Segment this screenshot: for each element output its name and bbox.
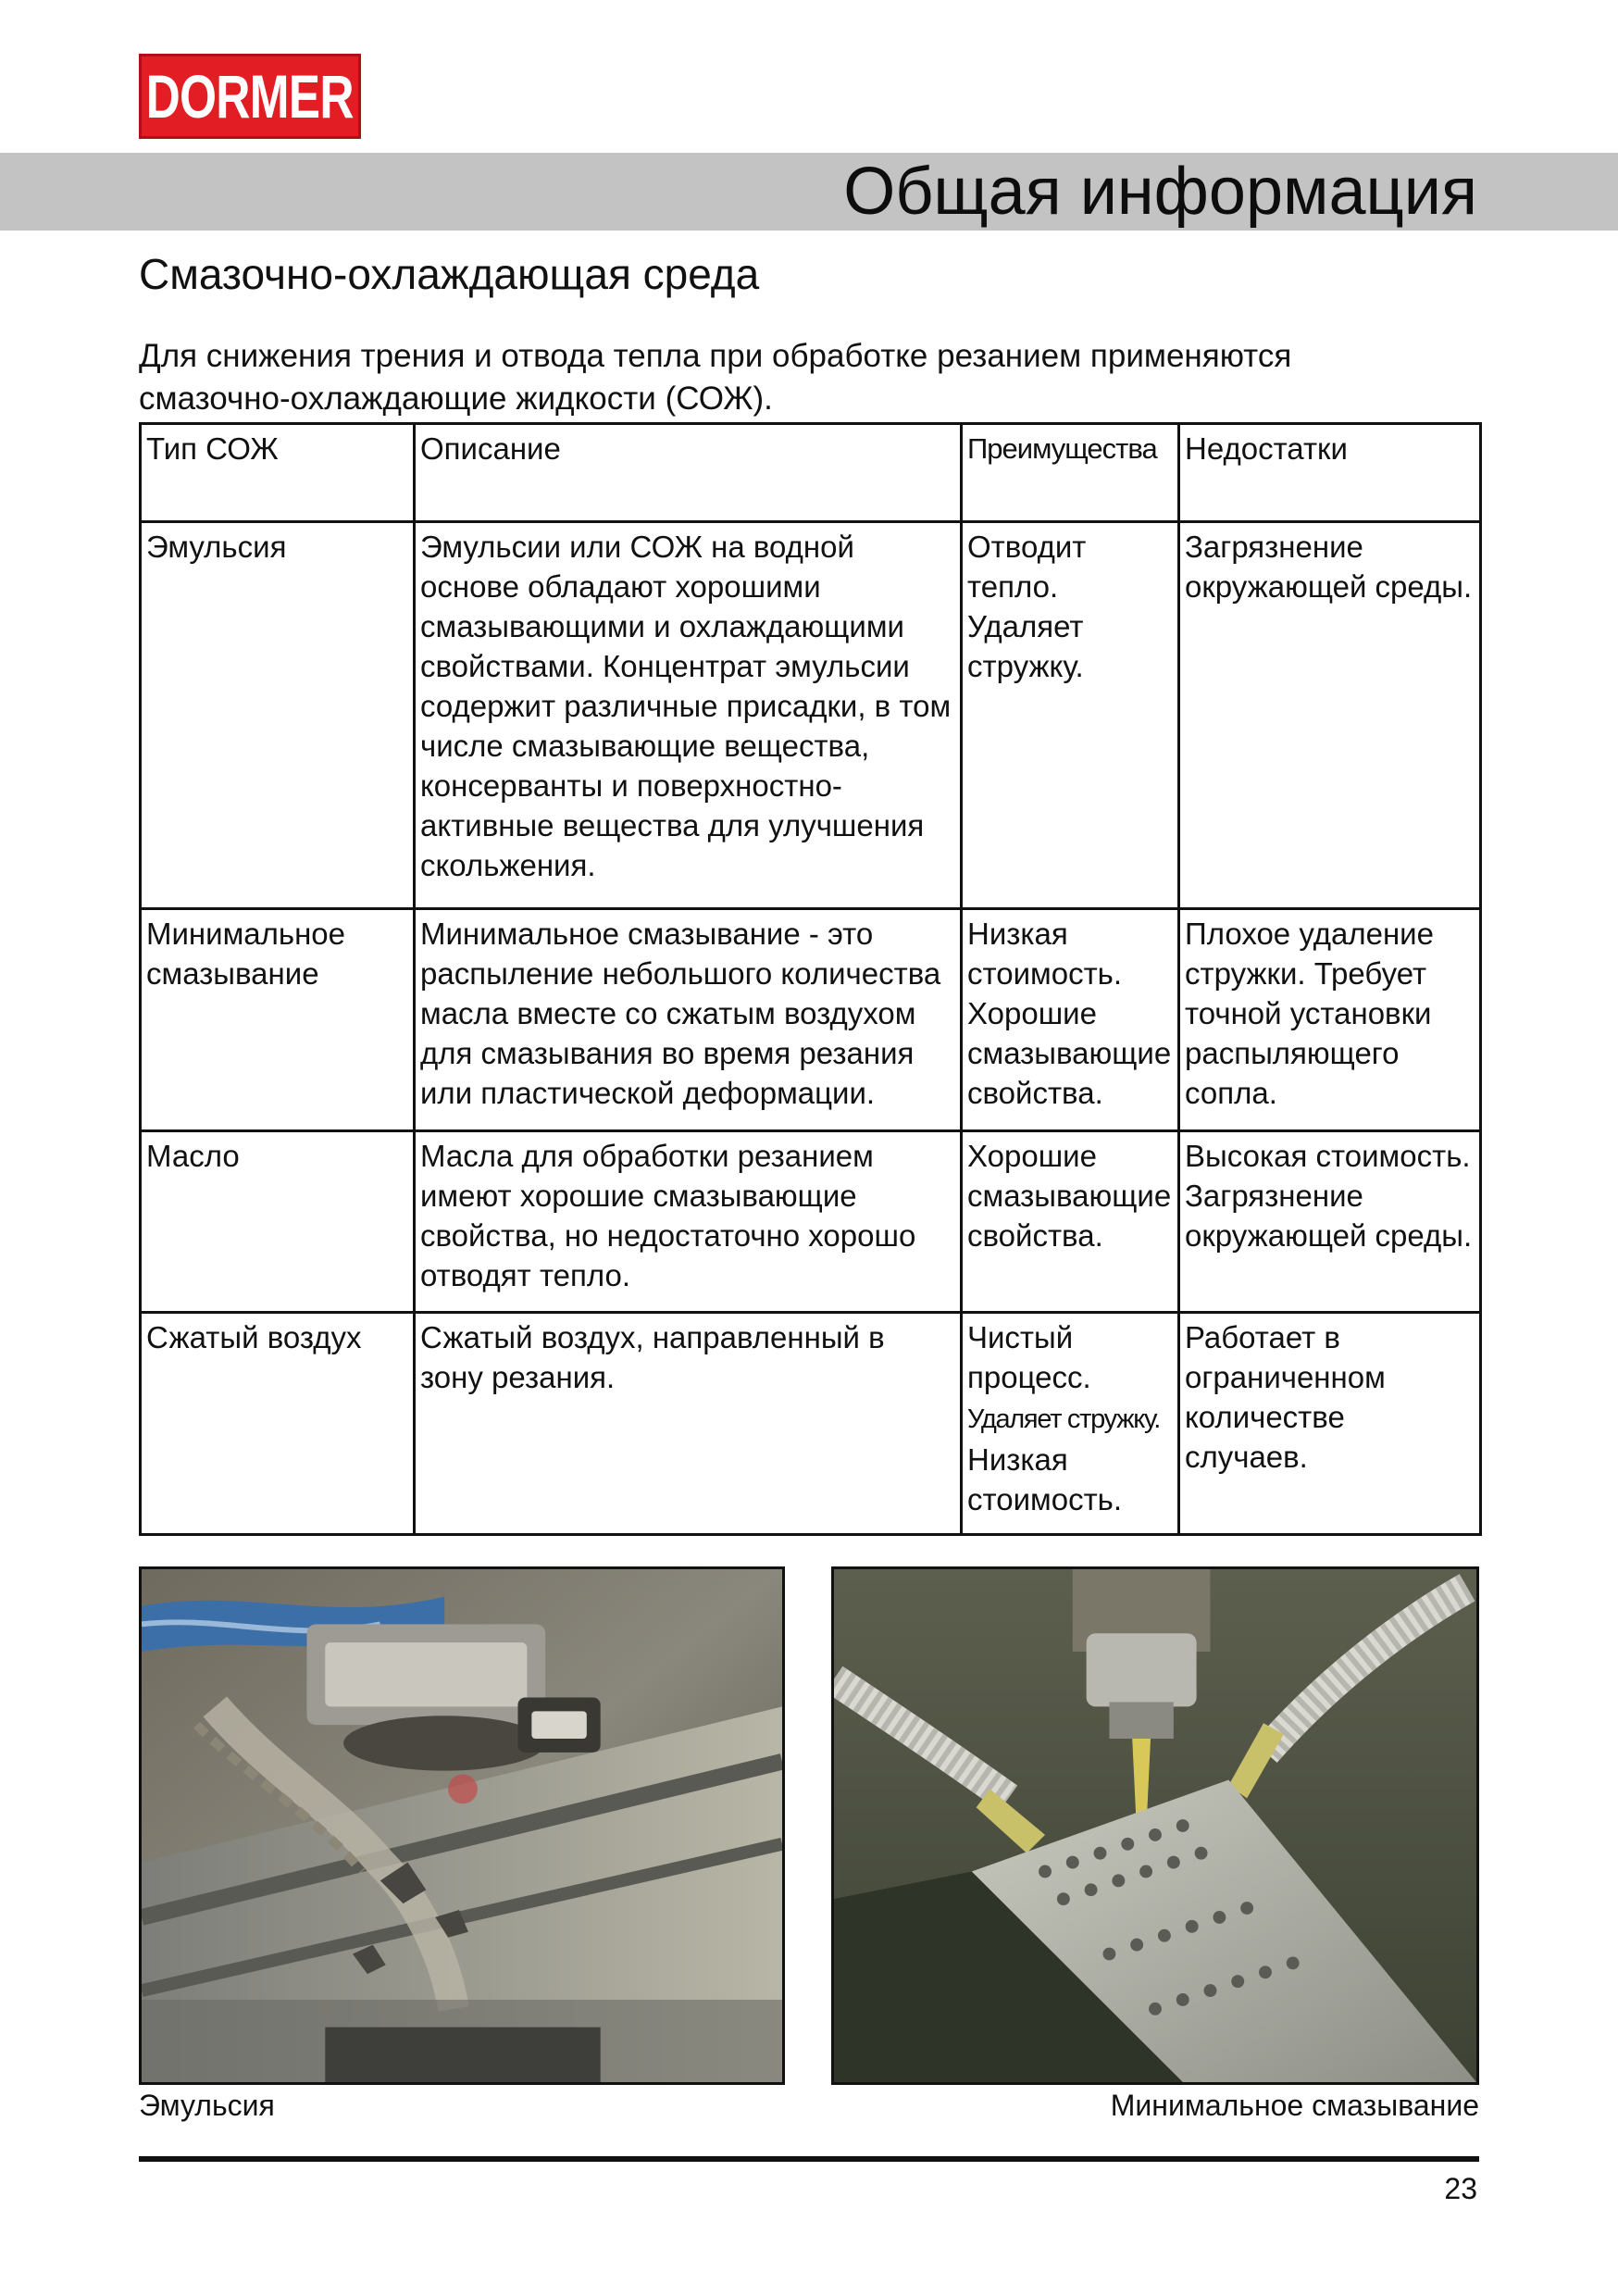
- row-description: Сжатый воздух, направленный в зону резания.: [415, 1313, 962, 1535]
- intro-line-1: Для снижения трения и отвода тепла при обработке резанием применяются: [139, 338, 1292, 374]
- section-title: Смазочно-охлаждающая среда: [139, 250, 760, 298]
- dormer-logo: [139, 54, 361, 139]
- minimal-lubrication-photo-illustration: [834, 1569, 1476, 2082]
- advantage-item: Низкая стоимость.: [967, 917, 1123, 991]
- row-disadvantages: Загрязнение окружающей среды.: [1179, 522, 1481, 909]
- emulsion-caption: Эмульсия: [139, 2089, 275, 2122]
- row-disadvantages: Плохое удаление стружки. Требует точной установки распыляющего сопла.: [1179, 909, 1481, 1131]
- row-description: Минимальное смазывание - это распыление небольшого количества масла вместе со сжатым воздухом для смазывания во время резания или пластической деформации.: [415, 909, 962, 1131]
- logo-text: DORMER: [145, 62, 355, 131]
- page-title: Общая информация: [843, 155, 1477, 229]
- row-type: Сжатый воздух: [141, 1313, 415, 1535]
- table-row: [141, 1131, 1481, 1313]
- row-description: Эмульсии или СОЖ на водной основе обладают хорошими смазывающими и охлаждающими свойствами. Концентрат эмульсии содержит различные присадки, в том числе смазывающие вещества, консерванты и поверхностно-активные вещества для улучшения скольжения.: [415, 522, 962, 909]
- header-disadvantages: Недостатки: [1179, 424, 1481, 522]
- coolant-types-table: [139, 422, 1482, 1536]
- row-advantages: [962, 1313, 1179, 1535]
- advantage-item: Хорошие смазывающие свойства.: [967, 996, 1172, 1110]
- minimal-lubrication-caption: Минимальное смазывание: [1110, 2089, 1479, 2122]
- row-type: Масло: [141, 1131, 415, 1313]
- table-header-row: [141, 424, 1481, 522]
- row-disadvantages: Работает в ограниченном количестве случаев.: [1179, 1313, 1481, 1535]
- table-row: [141, 522, 1481, 909]
- advantage-item: Хорошие смазывающие свойства.: [967, 1139, 1172, 1253]
- table-row: [141, 909, 1481, 1131]
- table-row: [141, 1313, 1481, 1535]
- row-advantages: [962, 909, 1179, 1131]
- title-band: [0, 153, 1618, 231]
- advantage-item: Удаляет стружку.: [967, 609, 1084, 683]
- header-type: Тип СОЖ: [141, 424, 415, 522]
- advantage-item: Чистый процесс.: [967, 1320, 1091, 1394]
- header-advantages: Преимущества: [962, 424, 1179, 522]
- intro-paragraph: [139, 335, 1481, 420]
- header-description: Описание: [415, 424, 962, 522]
- page-number: 23: [1444, 2172, 1477, 2205]
- footer-rule: [139, 2156, 1479, 2162]
- emulsion-machining-photo: [139, 1566, 785, 2085]
- row-advantages: [962, 1131, 1179, 1313]
- emulsion-photo-illustration: [142, 1569, 782, 2082]
- advantage-item: Отводит тепло.: [967, 530, 1087, 604]
- row-description: Масла для обработки резанием имеют хорошие смазывающие свойства, но недостаточно хорошо отводят тепло.: [415, 1131, 962, 1313]
- minimal-lubrication-photo: [831, 1566, 1479, 2085]
- row-advantages: [962, 522, 1179, 909]
- advantage-item: Удаляет стружку.: [967, 1404, 1161, 1434]
- row-disadvantages: Высокая стоимость. Загрязнение окружающей среды.: [1179, 1131, 1481, 1313]
- advantage-item: Низкая стоимость.: [967, 1442, 1123, 1516]
- row-type: Минимальное смазывание: [141, 909, 415, 1131]
- row-type: Эмульсия: [141, 522, 415, 909]
- intro-line-2: смазочно-охлаждающие жидкости (СОЖ).: [139, 381, 773, 417]
